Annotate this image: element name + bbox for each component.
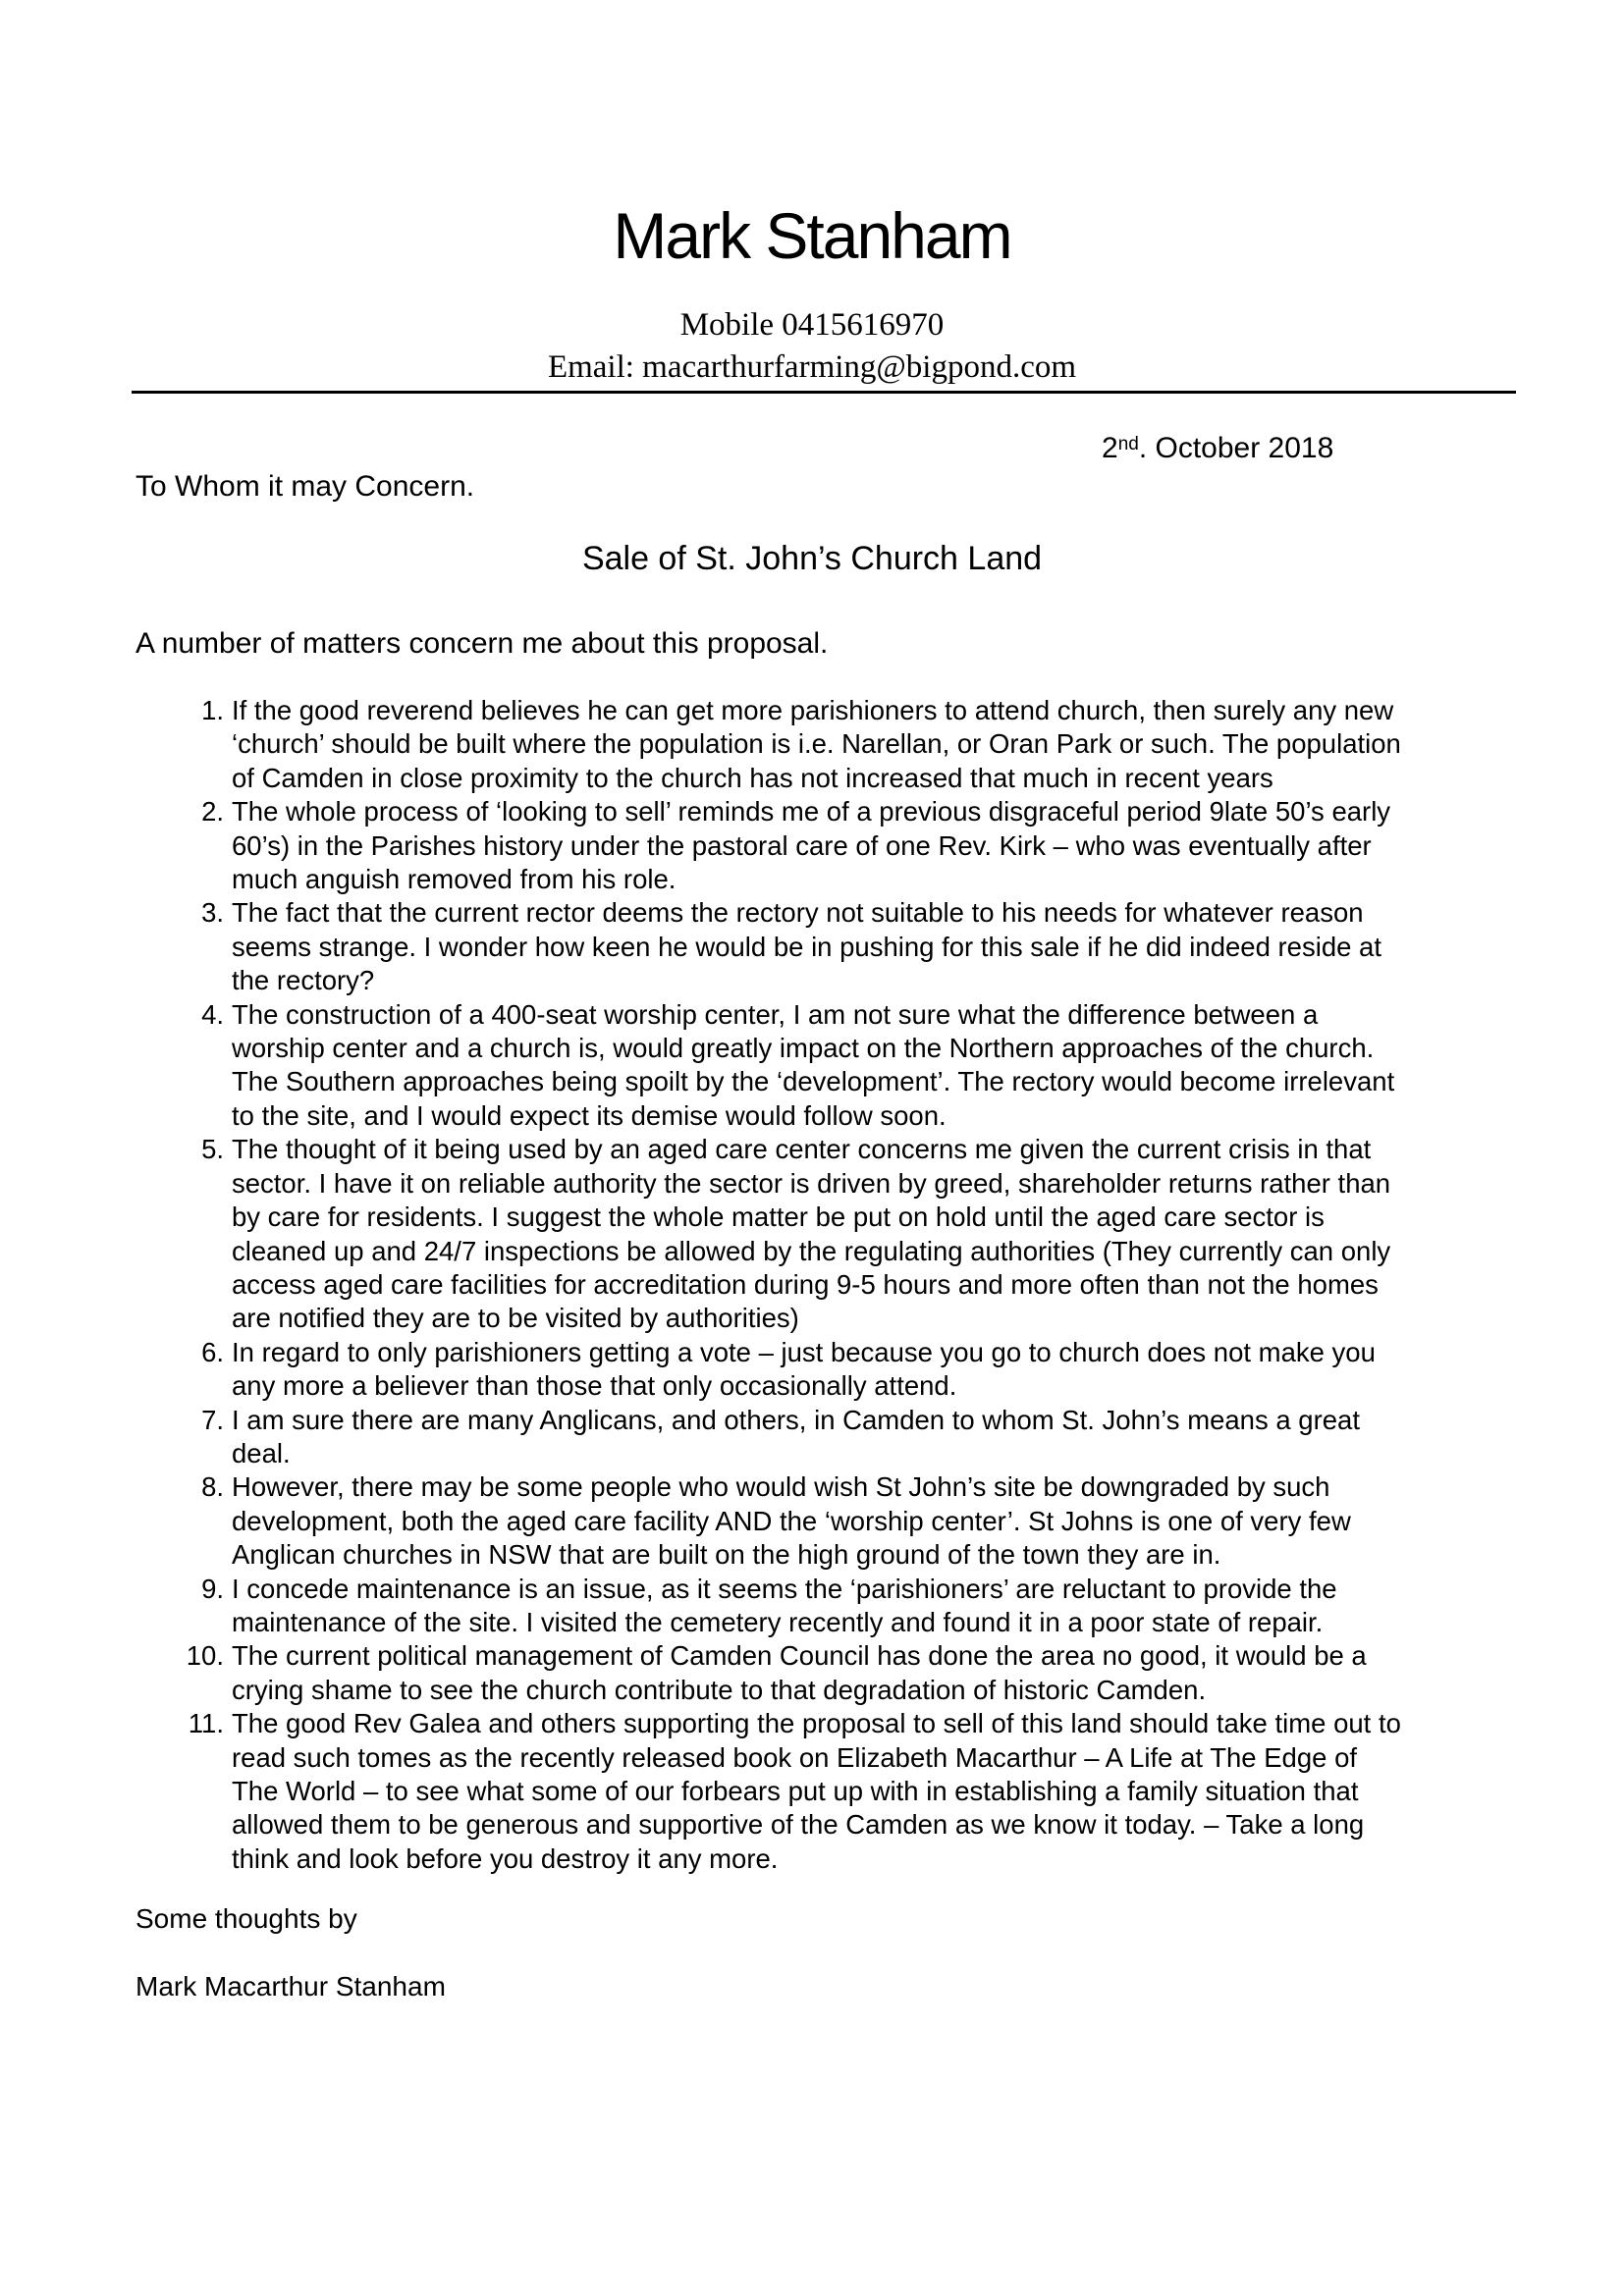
list-item-number: 4. [201,998,224,1030]
list-item-line: The current political management of Camden Council has done the area no good, it would be a [232,1640,1367,1672]
list-item-line: The World – to see what some of our forbears put up with in establishing a family situation that [232,1776,1359,1806]
list-item-number: 8. [201,1471,224,1503]
list-item-line: The good Rev Galea and others supporting the proposal to sell of this land should take time out to [232,1708,1401,1739]
list-item-line: crying shame to see the church contribute to that degradation of historic Camden. [232,1674,1207,1705]
list-item-line: seems strange. I wonder how keen he would be in pushing for this sale if he did indeed reside at [232,931,1381,962]
closing-line: Some thoughts by [135,1903,357,1934]
list-item-line: maintenance of the site. I visited the cemetery recently and found it in a poor state of repair. [232,1606,1324,1637]
list-item-line: any more a believer than those that only occasionally attend. [232,1370,957,1402]
list-item [0,1573,1528,1640]
list-item-line: I concede maintenance is an issue, as it seems the ‘parishioners’ are reluctant to provide the [232,1573,1337,1604]
list-item-line: 60’s) in the Parishes history under the pastoral care of one Rev. Kirk – who was eventually after [232,829,1372,861]
list-item [0,795,1528,896]
list-item [0,1336,1528,1404]
list-item-line: worship center and a church is, would greatly impact on the Northern approaches of the church. [232,1033,1375,1064]
list-item-line: The fact that the current rector deems the rectory not suitable to his needs for whatever reason [232,897,1364,929]
list-item-line: allowed them to be generous and supportive of the Camden as we know it today. – Take a long [232,1809,1365,1841]
letterhead-name: Mark Stanham [613,199,1011,272]
list-item-line: ‘church’ should be built where the population is i.e. Narellan, or Oran Park or such. The population [232,728,1401,760]
signature-name: Mark Macarthur Stanham [135,1971,446,2002]
date-day: 2 [1102,432,1118,464]
date-suffix: nd [1117,434,1139,454]
list-item-line: development, both the aged care facility AND the ‘worship center’. St Johns is one of very few [232,1505,1351,1536]
list-item-line: Anglican churches in NSW that are built on the high ground of the town they are in. [232,1539,1221,1571]
list-item-line: are notified they are to be visited by authorities) [232,1303,799,1334]
list-item [0,694,1528,795]
list-item-line: sector. I have it on reliable authority the sector is driven by greed, shareholder returns rather than [232,1167,1391,1199]
subject-heading: Sale of St. John’s Church Land [581,540,1043,577]
list-item-number: 3. [201,897,224,929]
list-item-line: However, there may be some people who would wish St John’s site be downgraded by such [232,1471,1330,1503]
list-item-line: much anguish removed from his role. [232,864,677,895]
intro-paragraph: A number of matters concern me about this proposal. [135,627,829,660]
list-item-line: by care for residents. I suggest the whole matter be put on hold until the aged care sector is [232,1201,1325,1233]
list-item [0,1133,1528,1335]
list-item-line: think and look before you destroy it any more. [232,1842,779,1874]
list-item-line: The Southern approaches being spoilt by the ‘development’. The rectory would become irrelevant [232,1066,1395,1097]
list-item [0,1470,1528,1572]
letterhead-divider [132,391,1516,394]
list-item-line: of Camden in close proximity to the church has not increased that much in recent years [232,762,1273,793]
list-item-number: 7. [201,1404,224,1435]
list-item-number: 11. [188,1708,224,1739]
list-item-line: The construction of a 400-seat worship center, I am not sure what the difference between a [232,998,1319,1030]
letterhead-email: Email: macarthurfarming@bigpond.com [547,349,1077,385]
list-item-number: 2. [201,796,224,828]
list-item-number: 6. [201,1336,224,1367]
list-item-number: 1. [201,695,224,725]
list-item-line: I am sure there are many Anglicans, and others, in Camden to whom St. John’s means a great [232,1404,1360,1435]
list-item-line: The whole process of ‘looking to sell’ reminds me of a previous disgraceful period 9late 50’s early [232,796,1391,828]
list-item [0,1639,1528,1707]
list-item-number: 9. [201,1573,224,1604]
list-item-number: 10. [186,1640,224,1672]
date-rest: . October 2018 [1138,432,1334,464]
numbered-points-list [0,694,1624,1876]
list-item-number: 5. [201,1134,224,1165]
list-item-line: If the good reverend believes he can get more parishioners to attend church, then surely any new [232,695,1394,725]
letter-date [1102,429,1333,468]
letterhead-mobile: Mobile 0415616970 [679,307,945,343]
list-item-line: read such tomes as the recently released book on Elizabeth Macarthur – A Life at The Edge of [232,1741,1358,1773]
list-item-line: cleaned up and 24/7 inspections be allowed by the regulating authorities (They currently can only [232,1235,1391,1266]
list-item-line: the rectory? [232,965,375,996]
list-item-line: access aged care facilities for accreditation during 9-5 hours and more often than not the homes [232,1268,1379,1300]
list-item-line: to the site, and I would expect its demise would follow soon. [232,1099,947,1131]
list-item [0,1707,1528,1876]
list-item-line: The thought of it being used by an aged care center concerns me given the current crisis in that [232,1134,1372,1165]
salutation: To Whom it may Concern. [135,470,475,503]
list-item [0,998,1528,1134]
list-item-line: deal. [232,1437,291,1468]
list-item [0,1404,1528,1471]
list-item [0,896,1528,997]
list-item-line: In regard to only parishioners getting a vote – just because you go to church does not make you [232,1336,1376,1367]
